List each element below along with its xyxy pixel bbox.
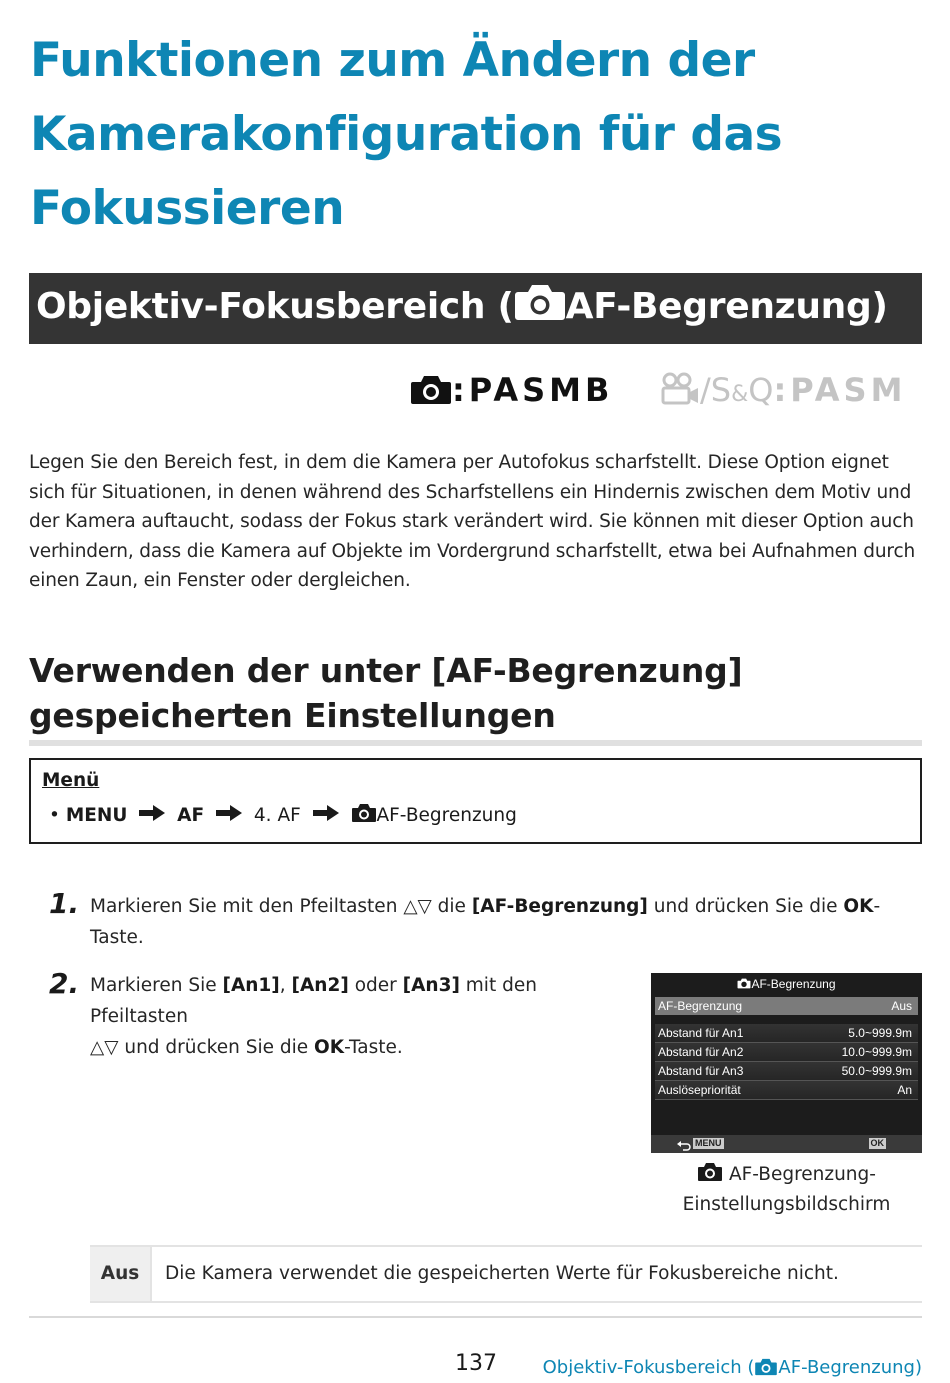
menu-path-af: AF [177, 805, 205, 826]
menu-path-4af: 4. AF [253, 805, 301, 826]
page-title [30, 24, 910, 246]
subheading-rule [29, 740, 922, 746]
menu-heading: Menü [42, 770, 100, 791]
footer-rule [29, 1316, 922, 1318]
screen-row-label: Abstand für An2 [658, 1045, 744, 1059]
step-2-bold-a: [An1] [222, 975, 280, 996]
step-1-text [90, 891, 922, 953]
screen-row-label: Abstand für An1 [658, 1026, 744, 1040]
step-2-text-a: Markieren Sie [90, 975, 223, 996]
photo-modes [410, 368, 613, 412]
menu-bullet: • [49, 805, 60, 826]
step-1-bold-a: [AF-Begrenzung] [471, 896, 648, 917]
subheading [29, 648, 922, 738]
table-value: Die Kamera verwendet die gespeicherten Werte für Fokusbereiche nicht. [165, 1263, 839, 1284]
screen-footer [651, 1135, 922, 1153]
screen-row-label: AF-Begrenzung [658, 999, 743, 1013]
caption-line-2: Einstellungsbildschirm [682, 1194, 891, 1215]
title-line-2: Kamerakonfiguration für das [30, 107, 783, 162]
photo-mode-separator: : [452, 371, 469, 409]
screen-row-value: 10.0~999.9m [841, 1045, 912, 1059]
screen-row-value: 50.0~999.9m [841, 1064, 912, 1078]
video-mode-letters: PASM [790, 371, 907, 409]
menu-path-af-limiter: AF-Begrenzung [376, 805, 517, 826]
camera-icon [351, 805, 377, 826]
camera-settings-screen [651, 973, 922, 1153]
screen-caption [651, 1160, 922, 1220]
arrow-right-icon [216, 802, 242, 826]
screen-row-release-priority[interactable] [655, 1081, 918, 1100]
photo-camera-icon [410, 371, 452, 409]
screen-row-distance-2[interactable] [655, 1043, 918, 1062]
table-key: Aus [100, 1263, 140, 1284]
page-number: 137 [455, 1351, 497, 1376]
title-line-1: Funktionen zum Ändern der [30, 33, 755, 88]
screen-title-text: AF-Begrenzung [751, 977, 836, 991]
camera-icon [697, 1164, 723, 1185]
step-1-bold-b: OK [843, 896, 874, 917]
arrow-right-icon [313, 802, 339, 826]
step-2-bold-c: [An3] [402, 975, 460, 996]
step-2-text-b: mit den Pfeiltasten [90, 975, 537, 1027]
table-separator [150, 1247, 152, 1301]
screen-row-distance-3[interactable] [655, 1062, 918, 1081]
arrow-up-down-icon: △▽ [90, 1037, 119, 1058]
screen-row-value: 5.0~999.9m [848, 1026, 912, 1040]
screen-title [651, 973, 922, 995]
arrow-up-down-icon: △▽ [403, 896, 432, 917]
shooting-modes [410, 368, 922, 412]
step-1-text-a: Markieren Sie mit den Pfeiltasten [90, 896, 404, 917]
video-mode-slash: / [700, 371, 711, 409]
step-2-sep-b: oder [348, 975, 403, 996]
step-2-number: 2. [49, 967, 80, 1000]
step-1-text-c: und drücken Sie die [647, 896, 844, 917]
ok-key-icon: OK [870, 1138, 884, 1148]
sq-s: S [710, 371, 732, 409]
step-1-text-b: die [431, 896, 472, 917]
screen-row-value: An [897, 1083, 912, 1097]
step-2-text [90, 970, 630, 1063]
sq-amp: & [731, 382, 749, 407]
camera-icon [754, 1357, 778, 1378]
step-1-number: 1. [49, 887, 80, 920]
step-2-bold-b: [An2] [291, 975, 349, 996]
menu-key-icon: MENU [695, 1138, 722, 1148]
sq-q: Q [748, 371, 774, 409]
step-2-sep-a: , [279, 975, 292, 996]
screen-row-value: Aus [891, 999, 912, 1013]
step-1-text-d: -Taste. [90, 896, 881, 948]
table-bottom-border [90, 1301, 922, 1303]
menu-path [49, 802, 517, 826]
footer-section-link[interactable] [543, 1357, 922, 1378]
section-title-suffix: AF-Begrenzung) [565, 286, 888, 327]
intro-paragraph: Legen Sie den Bereich fest, in dem die Kamera per Autofokus scharfstellt. Diese Option eignet sich für Situationen, in denen während des Scharfstellens ein Hindernis zwischen dem Motiv und der Kamera auftaucht, sodass der Fokus stark verändert wird. Sie können mit dieser Option auch verhindern, dass die Kamera auf Objekte im Vordergrund scharfstellt, etwa bei Aufnahmen durch einen Zaun, ein Fenster oder dergleichen. [29, 452, 916, 591]
footer-link-suffix: AF-Begrenzung) [778, 1357, 922, 1378]
photo-mode-letters: PASMB [468, 371, 614, 409]
title-line-3: Fokussieren [30, 181, 345, 236]
section-title [36, 280, 888, 334]
section-title-prefix: Objektiv-Fokusbereich ( [36, 286, 514, 327]
arrow-right-icon [139, 802, 165, 826]
screen-row-af-limiter[interactable] [655, 997, 918, 1015]
screen-row-label: Auslösepriorität [658, 1083, 741, 1097]
caption-line-1: AF-Begrenzung- [728, 1164, 876, 1185]
subheading-line-1: Verwenden der unter [AF-Begrenzung] [29, 651, 743, 690]
camera-icon [514, 280, 566, 334]
step-2-bold-d: OK [314, 1037, 345, 1058]
movie-camera-icon [660, 371, 700, 409]
menu-path-menu: MENU [65, 805, 128, 826]
back-icon [677, 1137, 691, 1156]
screen-row-distance-1[interactable] [655, 1024, 918, 1043]
step-2-text-d: -Taste. [344, 1037, 403, 1058]
menu-path-box [29, 758, 922, 844]
video-mode-separator: : [773, 371, 791, 409]
screen-row-label: Abstand für An3 [658, 1064, 744, 1078]
footer-link-prefix: Objektiv-Fokusbereich ( [542, 1357, 755, 1378]
subheading-line-2: gespeicherten Einstellungen [29, 696, 556, 735]
step-2-text-c: und drücken Sie die [118, 1037, 315, 1058]
video-modes [660, 368, 906, 417]
